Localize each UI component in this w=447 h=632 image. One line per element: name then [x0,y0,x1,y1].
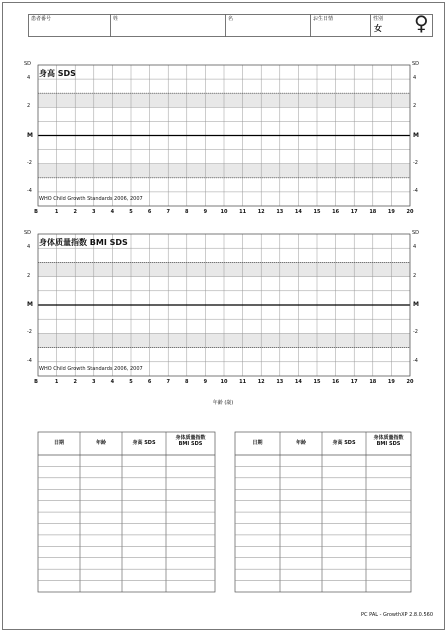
bmi-chart-unit-left: SD [24,230,32,236]
x-tick: 18 [369,209,377,215]
x-tick: 8 [185,379,189,385]
chart-layer [38,65,410,376]
table-header-cell: 日期 [252,440,263,446]
bmi-chart-source: WHO Child Growth Standards 2006, 2007 [39,366,143,372]
x-tick: 14 [294,209,302,215]
x-tick: 1 [54,379,59,385]
y-tick-right: -2 [413,159,418,166]
x-tick: 6 [147,379,152,385]
table-header-cell: 身体质量指数 BMI SDS [373,435,404,447]
x-tick: 3 [92,379,96,385]
x-tick: 7 [166,209,170,215]
table-header-cell: 年龄 [295,440,307,446]
bmi-chart-title: 身体质量指数 BMI SDS [39,238,128,247]
x-tick: 6 [147,209,152,215]
height-chart-unit-left: SD [24,61,32,67]
height-chart-source: WHO Child Growth Standards 2006, 2007 [39,196,143,202]
x-tick: 2 [73,379,77,385]
surname-label: 姓 [113,16,119,22]
female-icon: ♀ [414,11,429,35]
y-tick-right: 2 [413,272,417,279]
table-header-cell: 身高 SDS [132,440,156,446]
x-tick: 16 [332,379,340,385]
y-tick-right: M [413,131,419,139]
y-tick-left: 2 [27,103,31,110]
y-tick-right: 4 [413,75,417,82]
x-tick: 19 [387,379,395,385]
x-tick: 10 [220,379,228,385]
history-table-0 [38,432,215,592]
y-tick-left: -2 [27,329,32,336]
chart-1 [38,234,410,376]
height-chart-unit-right: SD [412,61,420,67]
x-tick: 2 [73,209,77,215]
x-tick: 8 [185,209,189,215]
chart-0 [38,65,410,206]
y-tick-left: 4 [27,244,31,251]
x-tick: 5 [129,379,133,385]
y-tick-left: 2 [27,272,31,279]
y-tick-right: 2 [413,103,417,110]
table-header-cell: 身高 SDS [332,440,356,446]
sex-value: 女 [374,24,382,33]
y-tick-left: -2 [27,159,32,166]
x-axis-label: 年齢 (歳) [212,400,234,406]
x-tick: 4 [110,209,115,215]
y-tick-left: -4 [27,187,32,194]
y-tick-right: 4 [413,244,417,251]
table-header-cell: 身体质量指数 BMI SDS [175,435,206,447]
table-header-cell: 年龄 [95,440,107,446]
y-tick-left: M [27,131,33,139]
y-tick-right: -4 [413,187,418,194]
table-layer [38,432,411,592]
x-tick: 12 [257,209,265,215]
x-tick: 3 [92,209,96,215]
x-tick: B [34,379,38,385]
patient-id-label: 患者番号 [31,16,52,22]
x-tick: 14 [294,379,302,385]
birth-date-label: お生日情 [313,16,334,22]
y-tick-right: -4 [413,357,418,364]
y-tick-left: -4 [27,357,32,364]
x-tick: 13 [276,209,284,215]
x-tick: 10 [220,209,228,215]
bmi-chart-unit-right: SD [412,230,420,236]
given-name-label: 名 [228,16,234,22]
history-table-1 [235,432,411,592]
x-tick: 15 [313,379,321,385]
x-tick: 12 [257,379,265,385]
y-tick-left: 4 [27,75,31,82]
x-tick: B [34,209,38,215]
x-tick: 17 [350,209,358,215]
x-tick: 15 [313,209,321,215]
x-tick: 18 [369,379,377,385]
x-tick: 7 [166,379,170,385]
x-tick: 9 [203,209,208,215]
x-tick: 20 [406,209,414,215]
x-tick: 9 [203,379,208,385]
x-tick: 19 [387,209,395,215]
x-tick: 17 [350,379,358,385]
x-tick: 13 [276,379,284,385]
x-tick: 1 [54,209,59,215]
y-tick-right: M [413,301,419,308]
x-tick: 11 [239,209,247,215]
sex-label: 性別 [373,16,384,22]
table-header-cell: 日期 [53,440,65,446]
x-tick: 16 [332,209,340,215]
x-tick: 11 [239,379,247,385]
footer-version: PC PAL - GrowthXP 2.8.0.560 [361,612,433,618]
y-tick-left: M [27,301,33,308]
x-tick: 4 [110,379,115,385]
height-chart-title: 身高 SDS [39,69,76,78]
x-tick: 20 [406,379,414,385]
x-tick: 5 [129,209,133,215]
y-tick-right: -2 [413,329,418,336]
